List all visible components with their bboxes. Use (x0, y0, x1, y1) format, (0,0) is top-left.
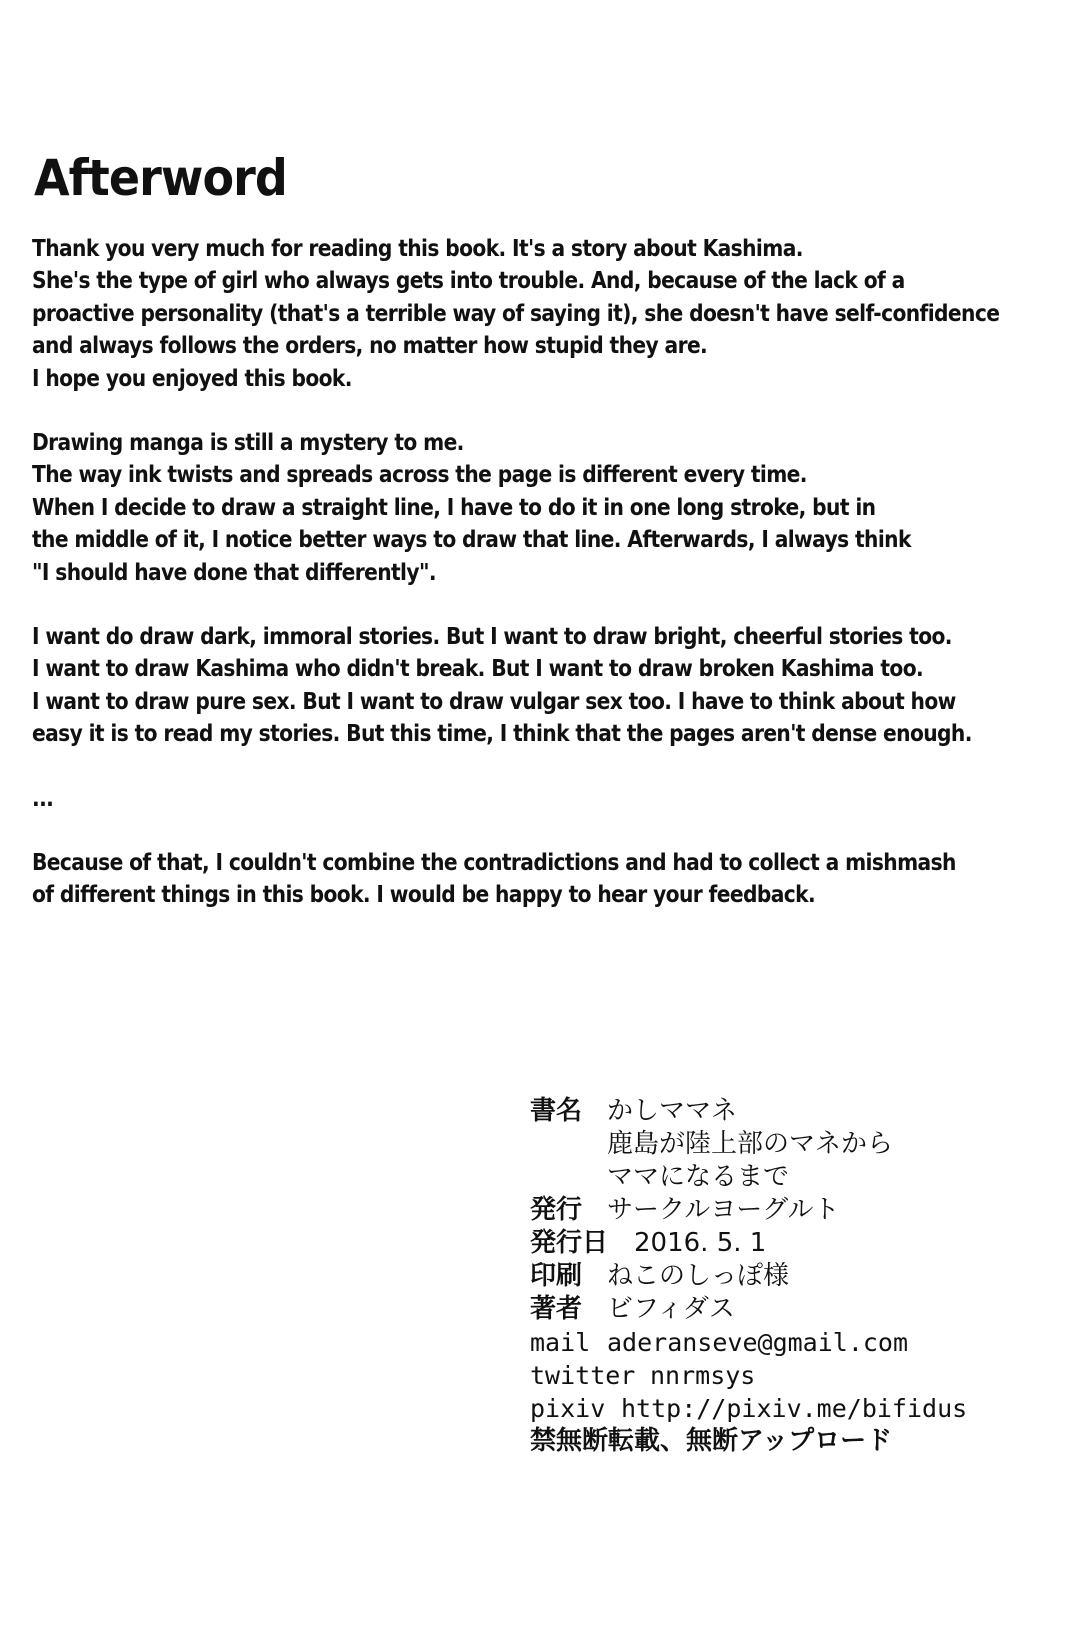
mail-value: aderanseve@gmail.com (607, 1328, 909, 1357)
colophon (530, 1095, 1050, 1458)
paragraph-line: I hope you enjoyed this book. (32, 365, 352, 392)
printer-label: 印刷 (530, 1261, 583, 1291)
colophon-mail-row (530, 1326, 1050, 1359)
copyright-notice: 禁無断転載、無断アップロード (530, 1426, 893, 1456)
colophon-title-row-2 (530, 1128, 1050, 1161)
publisher-value: サークルヨーグルト (607, 1195, 840, 1225)
colophon-date-row (530, 1227, 1050, 1260)
paragraph-line: The way ink twists and spreads across the page is different every time. (32, 462, 807, 489)
paragraph-line: Drawing manga is still a mystery to me. (32, 430, 464, 457)
paragraph-line: I want to draw Kashima who didn't break. But I want to draw broken Kashima too. (32, 656, 924, 683)
colophon-printer-row (530, 1260, 1050, 1293)
date-label: 発行日 (530, 1228, 609, 1258)
paragraph-line: of different things in this book. I would be happy to hear your feedback. (32, 882, 816, 909)
paragraph-2 (32, 427, 911, 589)
paragraph-line: Thank you very much for reading this book. It's a story about Kashima. (32, 236, 803, 262)
colophon-title-row-3 (530, 1161, 1050, 1194)
paragraph-line: the middle of it, I notice better ways to draw that line. Afterwards, I always think (32, 527, 911, 554)
author-label: 著者 (530, 1294, 583, 1324)
pixiv-label: pixiv (530, 1394, 606, 1423)
colophon-pixiv-row (530, 1392, 1050, 1425)
mail-label: mail (530, 1328, 591, 1357)
colophon-twitter-row (530, 1359, 1050, 1392)
paragraph-line: She's the type of girl who always gets into trouble. And, because of the lack of a (32, 268, 905, 295)
title-label: 書名 (530, 1096, 583, 1126)
author-value: ビフィダス (607, 1294, 735, 1324)
paragraph-line: easy it is to read my stories. But this time, I think that the pages aren't dense enough. (32, 721, 972, 748)
paragraph-line: I want to draw pure sex. But I want to draw vulgar sex too. I have to think about how (32, 688, 956, 715)
paragraph-line: I want do draw dark, immoral stories. But I want to draw bright, cheerful stories too. (32, 624, 952, 651)
page-title: Afterword (34, 149, 287, 207)
paragraph-line: When I decide to draw a straight line, I have to do it in one long stroke, but in (32, 494, 876, 521)
paragraph-line: Because of that, I couldn't combine the contradictions and had to collect a mishmash (32, 849, 956, 876)
ellipsis-text: ... (32, 785, 54, 812)
publisher-label: 発行 (530, 1195, 583, 1225)
paragraph-3 (32, 621, 972, 751)
colophon-author-row (530, 1293, 1050, 1326)
title-value-line-2: 鹿島が陸上部のマネから (607, 1129, 894, 1159)
twitter-label: twitter (530, 1361, 636, 1390)
twitter-value: nnrmsys (650, 1361, 756, 1390)
colophon-publisher-row (530, 1194, 1050, 1227)
paragraph-1 (32, 233, 1000, 395)
title-value-line-3: ママになるまで (607, 1162, 790, 1192)
colophon-notice-row (530, 1425, 1050, 1458)
closing-paragraph (32, 847, 956, 912)
printer-value: ねこのしっぽ様 (607, 1261, 790, 1291)
afterword-body (32, 233, 1000, 944)
title-value: かしママネ (607, 1096, 738, 1126)
paragraph-line: "I should have done that differently". (32, 559, 436, 586)
pixiv-value: http://pixiv.me/bifidus (621, 1394, 968, 1423)
colophon-title-row (530, 1095, 1050, 1128)
paragraph-line: proactive personality (that's a terrible way of saying it), she doesn't have self-confidence (32, 300, 1000, 327)
date-value: 2016. 5. 1 (634, 1228, 767, 1258)
paragraph-line: and always follows the orders, no matter how stupid they are. (32, 333, 708, 360)
